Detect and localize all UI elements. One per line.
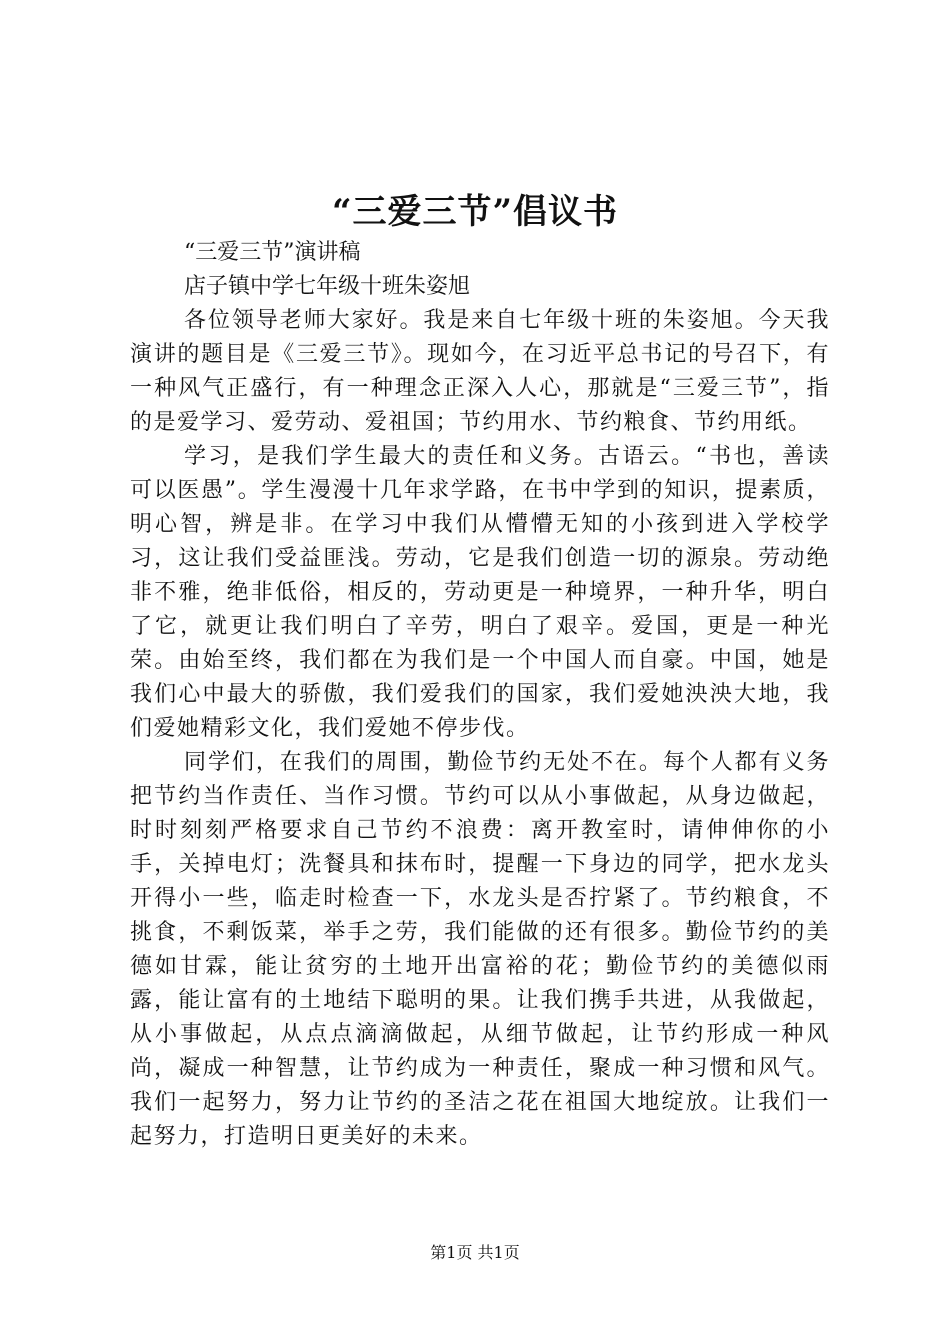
paragraph-thrift: 同学们，在我们的周围，勤俭节约无处不在。每个人都有义务把节约当作责任、当作习惯。节约可以从小事做起，从身边做起，时时刻刻严格要求自己节约不浪费：离开教室时，请伸伸你的小手，关掉电灯；洗餐具和抹布时，提醒一下身边的同学，把水龙头开得小一些，临走时检查一下，水龙头是否拧紧了。节约粮食，不挑食，不剩饭菜，举手之劳，我们能做的还有很多。勤俭节约的美德如甘霖，能让贫穷的土地开出富裕的花；勤俭节约的美德似雨露，能让富有的土地结下聪明的果。让我们携手共进，从我做起，从小事做起，从点点滴滴做起，从细节做起，让节约形成一种风尚，凝成一种智慧，让节约成为一种责任，聚成一种习惯和风气。我们一起努力，努力让节约的圣洁之花在祖国大地绽放。让我们一起努力，打造明日更美好的未来。 bbox=[130, 750, 830, 1149]
page-footer: 第1页 共1页 bbox=[430, 1243, 520, 1262]
document-title: “三爱三节”倡议书 bbox=[331, 192, 619, 232]
speech-subtitle: “三爱三节”演讲稿 bbox=[184, 240, 361, 265]
paragraph-learning-labor-patriotism: 学习，是我们学生最大的责任和义务。古语云。“书也，善读可以医愚”。学生漫漫十几年求学路，在书中学到的知识，提素质，明心智，辨是非。在学习中我们从懵懵无知的小孩到进入学校学习，这让我们受益匪浅。劳动，它是我们创造一切的源泉。劳动绝非不雅，绝非低俗，相反的，劳动更是一种境界，一种升华，明白了它，就更让我们明白了辛劳，明白了艰辛。爱国，更是一种光荣。由始至终，我们都在为我们是一个中国人而自豪。中国，她是我们心中最大的骄傲，我们爱我们的国家，我们爱她泱泱大地，我们爱她精彩文化，我们爱她不停步伐。 bbox=[130, 444, 830, 741]
paragraph-intro: 各位领导老师大家好。我是来自七年级十班的朱姿旭。今天我演讲的题目是《三爱三节》。现如今，在习近平总书记的号召下，有一种风气正盛行，有一种理念正深入人心，那就是“三爱三节”，指的是爱学习、爱劳动、爱祖国；节约用水、节约粮食、节约用纸。 bbox=[130, 308, 830, 435]
document-body bbox=[130, 236, 830, 1154]
author-line: 店子镇中学七年级十班朱姿旭 bbox=[184, 274, 471, 299]
